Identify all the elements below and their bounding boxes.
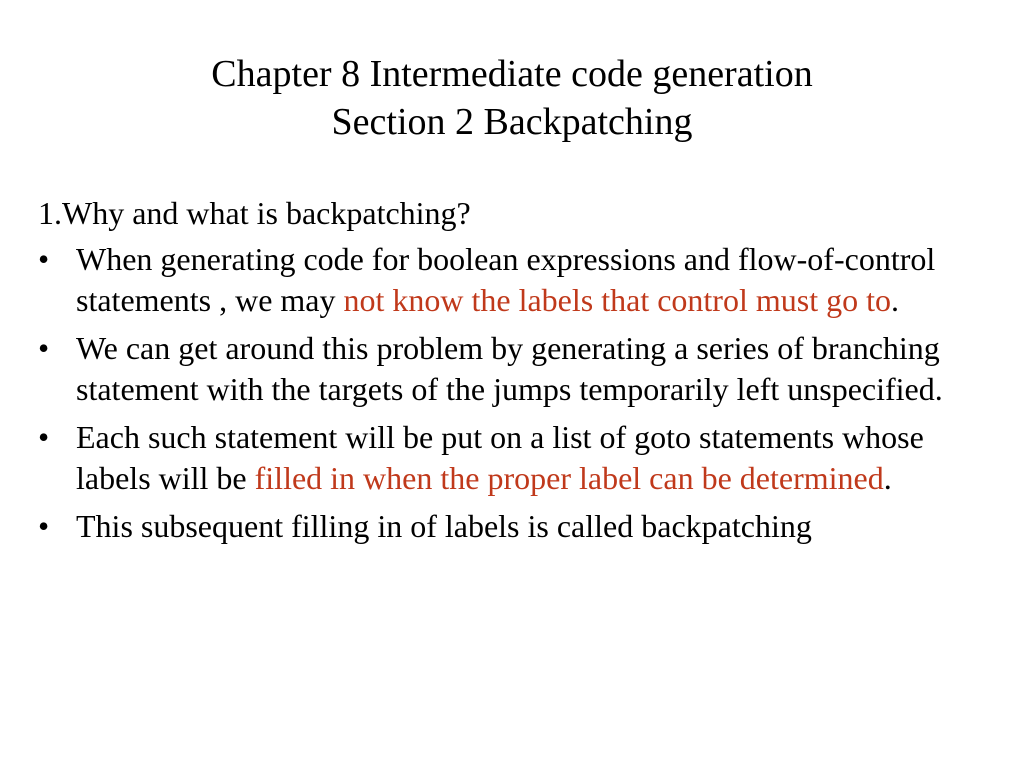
bullet-highlight: not know the labels that control must go to xyxy=(343,282,891,318)
bullet-item xyxy=(38,239,998,321)
title-line-1: Chapter 8 Intermediate code generation xyxy=(211,53,813,95)
bullet-item xyxy=(38,506,998,547)
bullet-item xyxy=(38,328,998,410)
bullet-text: We can get around this problem by generating a series of branching statement with the targets of the jumps temporarily left unspecified. xyxy=(76,330,943,407)
bullet-highlight: filled in when the proper label can be determined xyxy=(254,460,884,496)
bullet-list xyxy=(38,239,998,547)
bullet-item xyxy=(38,417,998,499)
slide-title xyxy=(0,50,1024,146)
bullet-text: This subsequent filling in of labels is called backpatching xyxy=(76,508,812,544)
bullet-text-end: . xyxy=(890,282,899,318)
section-heading: 1.Why and what is backpatching? xyxy=(38,195,471,231)
bullet-icon: • xyxy=(38,508,50,544)
bullet-icon: • xyxy=(38,241,50,277)
slide-body xyxy=(38,193,998,554)
bullet-text: When generating code for boolean expressions and flow-of-control statements , we may xyxy=(76,241,936,318)
bullet-icon: • xyxy=(38,419,50,455)
title-line-2: Section 2 Backpatching xyxy=(331,101,693,143)
bullet-text-end: . xyxy=(883,460,892,496)
bullet-icon: • xyxy=(38,330,50,366)
bullet-text: Each such statement will be put on a list of goto statements whose labels will be xyxy=(76,419,924,496)
